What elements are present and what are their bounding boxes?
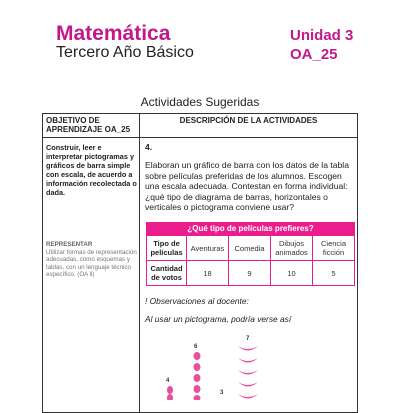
- category-cell: Dibujos animados: [271, 236, 313, 261]
- pictogram-illustration: [150, 328, 270, 400]
- votes-cell: 18: [187, 261, 229, 286]
- teacher-observations: ! Observaciones al docente:: [145, 296, 249, 306]
- activity-text: Elaboran un gráfico de barra con los datos de la tabla sobre películas preferidas de los alumnos. Escogen una escala adecuada. Contestan en forma individual: ¿qué tipo de diagrama de barras, horizontales o verticales o pictograma conviene usar?: [145, 160, 349, 213]
- movie-table-title: ¿Qué tipo de películas prefieres?: [146, 222, 355, 235]
- votes-cell: 10: [271, 261, 313, 286]
- section-title: Actividades Sugeridas: [140, 95, 260, 109]
- activity-number: 4.: [145, 142, 153, 152]
- picto-label: 3: [220, 390, 224, 396]
- represent-block: [46, 241, 138, 279]
- movie-table: [146, 235, 355, 286]
- banana-icon: [238, 346, 258, 399]
- unit-label: Unidad 3: [290, 27, 354, 44]
- picto-label: 7: [246, 336, 250, 342]
- votes-cell: 9: [229, 261, 271, 286]
- votes-header: Cantidad de votos: [147, 261, 187, 286]
- objective-text: Construir, leer e interpretar pictogramas y gráficos de barra simple con escala, de acuerdo a información recolectada o dada.: [46, 143, 137, 197]
- oa-label: OA_25: [290, 46, 338, 63]
- apple-icon: [194, 352, 201, 400]
- category-cell: Ciencia ficción: [313, 236, 355, 261]
- category-cell: Aventuras: [187, 236, 229, 261]
- objective-header: OBJETIVO DE APRENDIZAJE OA_25: [43, 114, 140, 138]
- picto-label: 6: [194, 344, 198, 350]
- description-header: DESCRIPCIÓN DE LA ACTIVIDADES: [140, 114, 358, 138]
- category-cell: Comedia: [229, 236, 271, 261]
- votes-cell: 5: [313, 261, 355, 286]
- page-title: Matemática: [56, 22, 171, 45]
- page-subtitle: Tercero Año Básico: [56, 44, 194, 61]
- popcorn-icon: [167, 386, 173, 400]
- picto-label: 4: [166, 378, 170, 384]
- pictogram-caption: Al usar un pictograma, podría verse así: [145, 314, 292, 324]
- movie-type-header: Tipo de películas: [147, 236, 187, 261]
- represent-heading: REPRESENTAR: [46, 241, 93, 248]
- represent-text: Utilizar formas de representación adecuadas, como esquemas y tablas, con un lenguaje técnico específico. (OA ll): [46, 248, 137, 278]
